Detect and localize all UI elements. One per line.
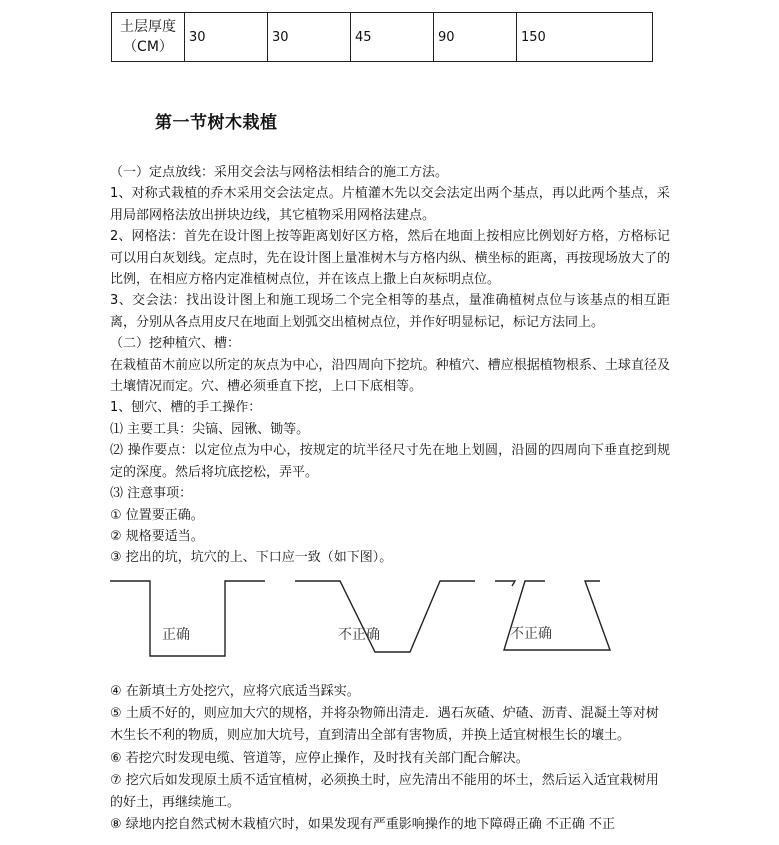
table-cell: 45 [351, 13, 434, 62]
label-wrong-1: 不正确 [338, 627, 380, 643]
header-unit: （CM） [123, 39, 173, 55]
table-cell: 30 [185, 13, 268, 62]
paragraph: （一）定点放线：采用交会法与网格法相结合的施工方法。 [110, 165, 449, 180]
wrong-pit-1-outline [295, 581, 475, 652]
body-text-top [110, 162, 670, 569]
soil-thickness-table [111, 12, 653, 62]
paragraph: 2、网格法：首先在设计图上按等距离划好区方格，然后在地面上按相应比例划好方格，方格标记可以用白灰划线。定点时，先在设计图上量准树木与方格内纵、横坐标的距离，再按现场放大了的比例，在相应方格内定准植树点位，并在该点上撒上白灰标明点位。 [110, 229, 670, 288]
paragraph: ⑶ 注意事项： [110, 486, 193, 502]
paragraph: 1、对称式栽植的乔木采用交会法定点。片植灌木先以交会法定出两个基点，再以此两个基点，采用局部网格法放出拼块边线，其它植物采用网格法建点。 [110, 186, 670, 223]
label-correct: 正确 [162, 627, 190, 643]
body-text-bottom [110, 681, 670, 836]
label-wrong-2: 不正确 [510, 626, 552, 642]
correct-pit-outline [110, 581, 265, 656]
section-title: 第一节树木栽植 [155, 113, 278, 133]
table-cell: 150 [517, 13, 653, 62]
paragraph: 1、刨穴、槽的手工操作： [110, 400, 262, 416]
table-header-cell [112, 13, 185, 62]
pit-shape-diagram [110, 566, 620, 676]
paragraph: ⑧ 绿地内挖自然式树木栽植穴时，如果发现有严重影响操作的地下障碍正确 不正确 不正 [110, 817, 616, 833]
paragraph: ⑥ 若挖穴时发现电缆、管道等，应停止操作，及时找有关部门配合解决。 [110, 750, 529, 766]
paragraph: ① 位置要正确。 [110, 507, 204, 523]
paragraph: 在栽植苗木前应以所定的灰点为中心，沿四周向下挖坑。种植穴、槽应根据植物根系、土球直径及土壤情况而定。穴、槽必须垂直下挖，上口下底相等。 [110, 357, 670, 395]
table-row [112, 13, 653, 62]
paragraph: ⑴ 主要工具：尖镐、园锹、锄等。 [110, 421, 310, 437]
paragraph: ⑤ 土质不好的，则应加大穴的规格，并将杂物筛出清走．遇石灰碴、炉碴、沥青、混凝土等对树木生长不利的物质，则应加大坑号，直到清出全部有害物质，并换上适宜树根生长的壤土。 [110, 706, 659, 744]
paragraph: ⑦ 挖穴后如发现原土质不适宜植树，必须换土时，应先清出不能用的坏土，然后运入适宜栽树用的好土，再继续施工。 [110, 772, 659, 811]
header-label: 土层厚度 [120, 19, 176, 35]
table-cell: 90 [434, 13, 517, 62]
paragraph: （二）挖种植穴、槽： [110, 336, 241, 352]
paragraph: ③ 挖出的坑，坑穴的上、下口应一致（如下图）。 [110, 550, 393, 566]
table-cell: 30 [268, 13, 351, 62]
paragraph: ④ 在新填土方处挖穴，应将穴底适当踩实。 [110, 684, 360, 699]
paragraph: ⑵ 操作要点：以定位点为中心，按规定的坑半径尺寸先在地上划圆，沿圆的四周向下垂直挖到规定的深度。然后将坑底挖松，弄平。 [110, 443, 670, 480]
paragraph: 3、交会法：找出设计图上和施工现场二个完全相等的基点，量准确植树点位与该基点的相互距离，分别从各点用皮尺在地面上划弧交出植树点位，并作好明显标记，标记方法同上。 [110, 293, 670, 330]
paragraph: ② 规格要适当。 [110, 528, 204, 544]
